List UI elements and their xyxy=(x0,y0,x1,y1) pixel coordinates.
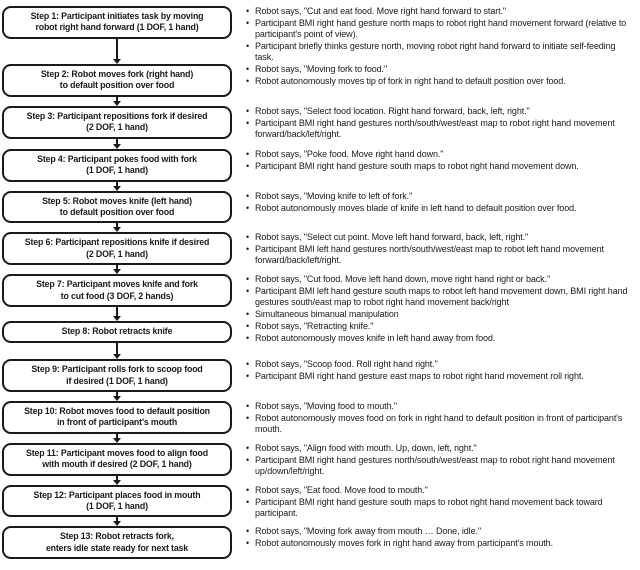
down-arrow-icon xyxy=(2,182,232,191)
flow-row-11 xyxy=(2,443,638,485)
step-box-7 xyxy=(2,274,232,307)
step-box-10 xyxy=(2,401,232,434)
step-box-text: if desired (1 DOF, 1 hand) xyxy=(66,375,168,386)
bullet-list-1 xyxy=(245,6,636,63)
bullet-list-9 xyxy=(245,359,636,382)
step-box-9 xyxy=(2,359,232,392)
bullet-list-7 xyxy=(245,274,636,320)
step-box-text: Step 1: Participant initiates task by moving xyxy=(30,11,204,21)
bullet-item: • Participant BMI left hand gestures north/south/west/east map to robot left hand movement forward/back/left/right. xyxy=(245,244,636,266)
step-box-text: robot right hand forward (1 DOF, 1 hand) xyxy=(35,22,199,33)
step-box-11 xyxy=(2,443,232,476)
step-box-13 xyxy=(2,526,232,559)
down-arrow-icon xyxy=(2,434,232,443)
flow-row-4 xyxy=(2,149,638,191)
bullet-item: • Participant BMI left hand gesture south maps to robot left hand movement down, BMI right hand gestures south/east map to robot right hand movement back/right xyxy=(245,286,636,308)
down-arrow-icon xyxy=(2,476,232,485)
step-box-text: (1 DOF, 1 hand) xyxy=(86,165,148,176)
step-box-5 xyxy=(2,191,232,224)
bullet-item: • Simultaneous bimanual manipulation xyxy=(245,309,636,320)
bullet-list-6 xyxy=(245,232,636,266)
bullet-item: • Robot says, "Cut food. Move left hand down, move right hand right or back." xyxy=(245,274,636,285)
flow-row-10 xyxy=(2,401,638,443)
bullet-list-11 xyxy=(245,443,636,477)
bullet-item: • Robot says, "Moving fork away from mouth … Done, idle." xyxy=(245,526,636,537)
flow-row-3 xyxy=(2,106,638,149)
down-arrow-icon xyxy=(2,223,232,232)
down-arrow-icon xyxy=(2,517,232,526)
step-box-text: Step 12: Participant places food in mouth xyxy=(33,489,201,500)
flow-row-9 xyxy=(2,359,638,401)
bullet-item: • Robot autonomously moves blade of knife in left hand to default position over food. xyxy=(245,203,636,214)
bullet-item: • Robot autonomously moves knife in left hand away from food. xyxy=(245,333,636,344)
bullet-item: • Robot says, "Cut and eat food. Move right hand forward to start." xyxy=(245,6,636,17)
step-box-text: enters idle state ready for next task xyxy=(45,542,189,553)
step-box-text: Step 10: Robot moves food to default position xyxy=(24,405,210,416)
step-box-1 xyxy=(2,6,232,39)
step-box-text: to default position over food xyxy=(59,206,175,217)
flow-row-6 xyxy=(2,232,638,274)
down-arrow-icon xyxy=(2,265,232,274)
bullet-list-2 xyxy=(245,64,636,87)
bullet-list-4 xyxy=(245,149,636,172)
step-box-text: Step 6: Participant repositions knife if desired xyxy=(24,237,210,248)
step-box-text: (2 DOF, 1 hand) xyxy=(86,122,148,133)
step-box-text: in front of participant's mouth xyxy=(56,417,178,428)
flow-row-12 xyxy=(2,485,638,527)
flow-row-13 xyxy=(2,526,638,566)
step-box-text: Step 13: Robot retracts fork, xyxy=(60,531,174,542)
step-box-4 xyxy=(2,149,232,182)
bullet-item: • Robot says, "Moving food to mouth." xyxy=(245,401,636,412)
step-box-text: (2 DOF, 1 hand) xyxy=(86,248,148,259)
step-box-text: with mouth if desired (2 DOF, 1 hand) xyxy=(42,459,192,470)
bullet-item: • Participant BMI right hand gesture north maps to robot right hand movement forward (relative to participant's point of view). xyxy=(245,18,636,40)
step-box-3 xyxy=(2,106,232,139)
bullet-item: • Robot autonomously moves fork in right hand away from participant's mouth. xyxy=(245,538,636,549)
bullet-item: • Robot autonomously moves tip of fork in right hand to default position over food. xyxy=(245,76,636,87)
flow-row-1 xyxy=(2,6,638,64)
bullet-item: • Robot autonomously moves food on fork in right hand to default position in front of participant's mouth. xyxy=(245,413,636,435)
flow-row-2 xyxy=(2,64,638,106)
step-box-text: Step 8: Robot retracts knife xyxy=(61,326,173,337)
step-box-2 xyxy=(2,64,232,97)
step-box-12 xyxy=(2,485,232,518)
step-box-text: Step 2: Robot moves fork (right hand) xyxy=(40,68,194,79)
step-box-text: (1 DOF, 1 hand) xyxy=(86,501,148,512)
step-box-text: Step 7: Participant moves knife and fork xyxy=(36,279,198,290)
bullet-item: • Robot says, "Poke food. Move right hand down." xyxy=(245,149,636,160)
bullet-item: • Robot says, "Moving knife to left of fork." xyxy=(245,191,636,202)
down-arrow-icon xyxy=(2,343,232,359)
bullet-item: • Robot says, "Align food with mouth. Up, down, left, right." xyxy=(245,443,636,454)
bullet-list-3 xyxy=(245,106,636,140)
down-arrow-icon xyxy=(2,97,232,106)
bullet-item: • Participant BMI right hand gesture east maps to robot right hand movement roll right. xyxy=(245,371,636,382)
down-arrow-icon xyxy=(2,139,232,149)
bullet-item: • Participant BMI right hand gesture south maps to robot right hand movement down. xyxy=(245,161,636,172)
step-box-8 xyxy=(2,321,232,343)
bullet-list-8 xyxy=(245,321,636,344)
bullet-item: • Robot says, "Select food location. Right hand forward, back, left, right." xyxy=(245,106,636,117)
step-box-text: Step 3: Participant repositions fork if desired xyxy=(26,110,208,121)
bullet-item: • Robot says, "Eat food. Move food to mouth." xyxy=(245,485,636,496)
down-arrow-icon xyxy=(2,307,232,321)
flow-row-5 xyxy=(2,191,638,233)
step-box-text: to default position over food xyxy=(59,80,175,91)
step-box-text: Step 11: Participant moves food to align food xyxy=(26,447,208,458)
bullet-item: • Participant BMI right hand gestures north/south/west/east map to robot right hand movement forward/back/left/right. xyxy=(245,118,636,140)
step-box-text: Step 5: Robot moves knife (left hand) xyxy=(42,195,192,206)
bullet-item: • Robot says, "Scoop food. Roll right hand right." xyxy=(245,359,636,370)
step-box-text: to cut food (3 DOF, 2 hands) xyxy=(60,290,174,301)
bullet-list-13 xyxy=(245,526,636,549)
bullet-list-10 xyxy=(245,401,636,435)
bullet-item: • Participant briefly thinks gesture north, moving robot right hand forward to initiate self-feeding task. xyxy=(245,41,636,63)
step-box-6 xyxy=(2,232,232,265)
flow-row-7 xyxy=(2,274,638,321)
bullet-item: • Robot says, "Moving fork to food." xyxy=(245,64,636,75)
bullet-item: • Participant BMI right hand gesture south maps to robot right hand movement back toward participant. xyxy=(245,497,636,519)
bullet-list-12 xyxy=(245,485,636,519)
step-box-text: Step 9: Participant rolls fork to scoop food xyxy=(31,364,203,375)
step-box-text: Step 4: Participant pokes food with fork xyxy=(37,153,197,164)
down-arrow-icon xyxy=(2,392,232,401)
flow-row-8 xyxy=(2,321,638,359)
down-arrow-icon xyxy=(2,39,232,64)
bullet-item: • Participant BMI right hand gestures north/south/west/east map to robot right hand movement up/down/left/right. xyxy=(245,455,636,477)
bullet-list-5 xyxy=(245,191,636,214)
bullet-item: • Robot says, "Retracting knife." xyxy=(245,321,636,332)
bullet-item: • Robot says, "Select cut point. Move left hand forward, back, left, right." xyxy=(245,232,636,243)
